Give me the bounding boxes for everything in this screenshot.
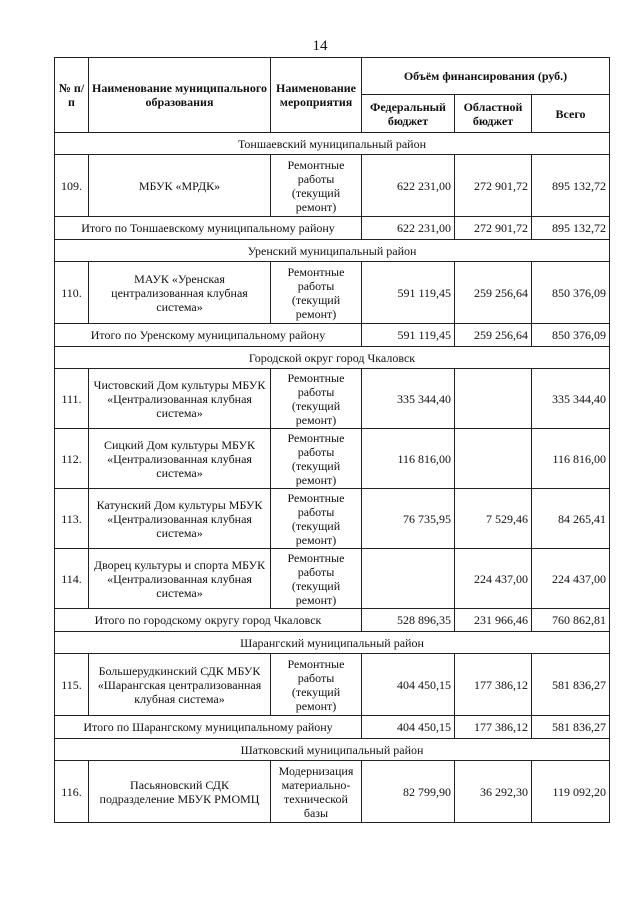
total-amount: 84 265,41	[532, 489, 610, 549]
regional-amount	[455, 369, 532, 429]
federal-amount: 82 799,90	[362, 761, 455, 823]
municipality-name: Сицкий Дом культуры МБУК «Централизованная клубная система»	[89, 429, 271, 489]
subtotal-label: Итого по Тоншаевскому муниципальному району	[55, 217, 362, 240]
row-number: 112.	[55, 429, 89, 489]
event-name: Ремонтные работы (текущий ремонт)	[271, 155, 362, 217]
regional-amount: 272 901,72	[455, 155, 532, 217]
municipality-name: Дворец культуры и спорта МБУК «Централизованная клубная система»	[89, 549, 271, 609]
municipality-name: Пасьяновский СДК подразделение МБУК РМОМЦ	[89, 761, 271, 823]
section-row	[55, 632, 610, 654]
table-row	[55, 369, 610, 429]
subtotal-total: 895 132,72	[532, 217, 610, 240]
total-amount: 116 816,00	[532, 429, 610, 489]
federal-amount: 116 816,00	[362, 429, 455, 489]
table-row	[55, 429, 610, 489]
row-number: 110.	[55, 262, 89, 324]
section-row	[55, 739, 610, 761]
table-row	[55, 262, 610, 324]
section-row	[55, 133, 610, 155]
federal-amount	[362, 549, 455, 609]
header-municipality: Наименование муниципального образования	[89, 58, 271, 133]
section-row	[55, 347, 610, 369]
municipality-name: МБУК «МРДК»	[89, 155, 271, 217]
section-title: Шатковский муниципальный район	[55, 739, 610, 761]
regional-amount: 177 386,12	[455, 654, 532, 716]
header-federal: Федеральный бюджет	[362, 95, 455, 133]
header-regional: Областной бюджет	[455, 95, 532, 133]
table-row	[55, 761, 610, 823]
federal-amount: 76 735,95	[362, 489, 455, 549]
total-amount: 895 132,72	[532, 155, 610, 217]
regional-amount: 224 437,00	[455, 549, 532, 609]
financing-table	[54, 57, 610, 823]
regional-amount: 7 529,46	[455, 489, 532, 549]
event-name: Ремонтные работы (текущий ремонт)	[271, 262, 362, 324]
table-row	[55, 549, 610, 609]
subtotal-federal: 622 231,00	[362, 217, 455, 240]
table-row	[55, 654, 610, 716]
subtotal-row	[55, 324, 610, 347]
subtotal-federal: 591 119,45	[362, 324, 455, 347]
header-event: Наименование мероприятия	[271, 58, 362, 133]
event-name: Ремонтные работы (текущий ремонт)	[271, 549, 362, 609]
municipality-name: Чистовский Дом культуры МБУК «Централизованная клубная система»	[89, 369, 271, 429]
row-number: 113.	[55, 489, 89, 549]
municipality-name: МАУК «Уренская централизованная клубная система»	[89, 262, 271, 324]
subtotal-total: 760 862,81	[532, 609, 610, 632]
row-number: 109.	[55, 155, 89, 217]
row-number: 116.	[55, 761, 89, 823]
total-amount: 850 376,09	[532, 262, 610, 324]
federal-amount: 335 344,40	[362, 369, 455, 429]
federal-amount: 591 119,45	[362, 262, 455, 324]
event-name: Ремонтные работы (текущий ремонт)	[271, 489, 362, 549]
federal-amount: 404 450,15	[362, 654, 455, 716]
regional-amount: 36 292,30	[455, 761, 532, 823]
section-row	[55, 240, 610, 262]
event-name: Ремонтные работы (текущий ремонт)	[271, 429, 362, 489]
row-number: 114.	[55, 549, 89, 609]
table-body	[55, 133, 610, 823]
subtotal-total: 581 836,27	[532, 716, 610, 739]
subtotal-row	[55, 609, 610, 632]
subtotal-regional: 259 256,64	[455, 324, 532, 347]
subtotal-label: Итого по Уренскому муниципальному району	[55, 324, 362, 347]
event-name: Модернизация материально-технической базы	[271, 761, 362, 823]
total-amount: 119 092,20	[532, 761, 610, 823]
section-title: Шарангский муниципальный район	[55, 632, 610, 654]
subtotal-federal: 404 450,15	[362, 716, 455, 739]
section-title: Городской округ город Чкаловск	[55, 347, 610, 369]
table-row	[55, 489, 610, 549]
total-amount: 335 344,40	[532, 369, 610, 429]
row-number: 115.	[55, 654, 89, 716]
subtotal-row	[55, 217, 610, 240]
federal-amount: 622 231,00	[362, 155, 455, 217]
header-financing: Объём финансирования (руб.)	[362, 58, 610, 95]
event-name: Ремонтные работы (текущий ремонт)	[271, 654, 362, 716]
subtotal-regional: 177 386,12	[455, 716, 532, 739]
regional-amount	[455, 429, 532, 489]
page-number: 14	[312, 38, 328, 54]
subtotal-federal: 528 896,35	[362, 609, 455, 632]
row-number: 111.	[55, 369, 89, 429]
subtotal-label: Итого по городскому округу город Чкаловск	[55, 609, 362, 632]
subtotal-label: Итого по Шарангскому муниципальному району	[55, 716, 362, 739]
event-name: Ремонтные работы (текущий ремонт)	[271, 369, 362, 429]
header-num: № п/п	[55, 58, 89, 133]
subtotal-regional: 231 966,46	[455, 609, 532, 632]
total-amount: 581 836,27	[532, 654, 610, 716]
section-title: Уренский муниципальный район	[55, 240, 610, 262]
header-total: Всего	[532, 95, 610, 133]
section-title: Тоншаевский муниципальный район	[55, 133, 610, 155]
subtotal-regional: 272 901,72	[455, 217, 532, 240]
municipality-name: Катунский Дом культуры МБУК «Централизованная клубная система»	[89, 489, 271, 549]
total-amount: 224 437,00	[532, 549, 610, 609]
table-row	[55, 155, 610, 217]
subtotal-row	[55, 716, 610, 739]
subtotal-total: 850 376,09	[532, 324, 610, 347]
regional-amount: 259 256,64	[455, 262, 532, 324]
municipality-name: Большерудкинский СДК МБУК «Шарангская централизованная клубная система»	[89, 654, 271, 716]
